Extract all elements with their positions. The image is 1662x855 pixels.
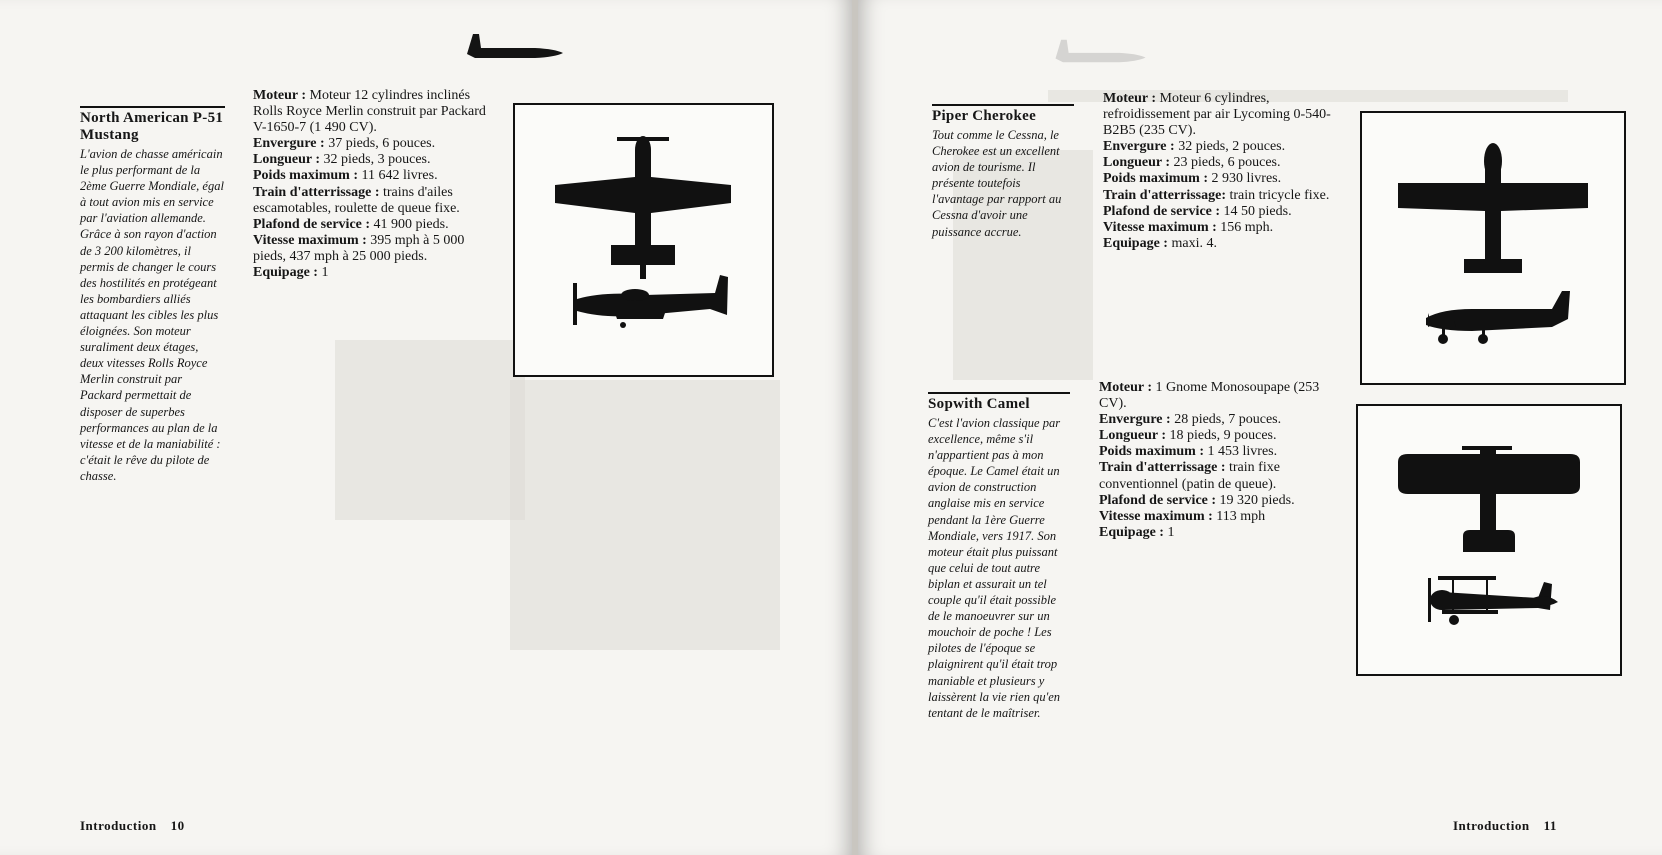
spec-engine: Moteur : Moteur 12 cylindres inclinés Rolls Royce Merlin construit par Packard V-1650-7 (1 490 CV). [253,88,486,136]
spec-engine: Moteur : 1 Gnome Monosoupape (253 CV). [1099,380,1320,412]
spec-crew: Equipage : 1 [1099,524,1175,540]
spec-engine: Moteur : Moteur 6 cylindres, refroidissement par air Lycoming 0-540-B2B5 (235 CV). [1103,91,1331,139]
aircraft-title: North American P-51 Mustang [80,110,224,143]
page-number: 11 [1543,818,1557,833]
spec-wingspan: Envergure : 28 pieds, 7 pouces. [1099,412,1282,428]
jet-silhouette-icon [465,30,565,62]
spec-max-speed: Vitesse maximum : 395 mph à 5 000 pieds, 437 mph à 25 000 pieds. [253,232,465,264]
show-through-left-figure [510,380,780,650]
spec-wingspan: Envergure : 37 pieds, 6 pouces. [253,136,436,152]
show-through-left [335,340,525,520]
page-footer [80,818,185,834]
spec-length: Longueur : 32 pieds, 3 pouces. [253,152,431,168]
spec-max-weight: Poids maximum : 1 453 livres. [1099,444,1278,460]
p51-side-view-icon [573,275,728,328]
cherokee-figure [1360,111,1626,385]
camel-side-view-icon [1428,576,1558,625]
camel-specs [1099,380,1344,541]
spec-landing-gear: Train d'atterrissage: train tricycle fixe. [1103,187,1330,203]
spec-max-weight: Poids maximum : 2 930 livres. [1103,171,1282,187]
spec-max-speed: Vitesse maximum : 113 mph [1099,508,1266,524]
cherokee-side-view-icon [1426,291,1570,344]
camel-silhouettes [1358,406,1620,674]
p51-top-view-icon [555,136,731,279]
p51-silhouettes [515,105,772,375]
cherokee-top-view-icon [1398,143,1588,273]
camel-top-view-icon [1398,446,1580,552]
spec-max-weight: Poids maximum : 11 642 livres. [253,168,438,184]
sidebox-rule [928,392,1070,394]
sidebox-rule [932,104,1074,106]
spec-crew: Equipage : maxi. 4. [1103,235,1217,251]
spec-length: Longueur : 18 pieds, 9 pouces. [1099,428,1277,444]
aircraft-description: C'est l'avion classique par excellence, même s'il n'appartient pas à mon époque. Le Camel était un avion de construction anglaise mis en service pendant la 1ère Guerre Mondiale, vers 1917. Son moteur était plus puissant que celui de tout autre biplan et assurait un tel couple qu'il était possible de le manoeuvrer sur un mouchoir de poche ! Les pilotes de l'époque se plaignirent qu'il était trop maniable et plusieurs y laissèrent la vie rien qu'en tentant de le maîtriser. [928,416,1061,720]
aircraft-description: L'avion de chasse américain le plus performant de la 2ème Guerre Mondiale, égal à tout avion mis en service par l'aviation allemande. Grâce à son rayon d'action de 3 200 kilomètres, il permis de changer le cours des hostilités en protégeant les bombardiers alliés attaquant les cibles les plus éloignées. Son moteur suraliment deux étages, deux vitesses Rolls Royce Merlin construit par Packard permettait de disposer de superbes performances au plan de la vitesse et de la maniabilité : c'était le rêve du pilote de chasse. [80,147,224,483]
spec-landing-gear: Train d'atterrissage : trains d'ailes escamotables, roulette de queue fixe. [253,184,460,216]
sidebox-rule [80,106,225,108]
mustang-sidebox [80,106,225,484]
footer-label: Introduction [1453,818,1530,833]
spec-landing-gear: Train d'atterrissage : train fixe conventionnel (patin de queue). [1099,460,1280,492]
camel-sidebox [928,392,1070,721]
ghost-jet-icon [1053,36,1148,66]
aircraft-description: Tout comme le Cessna, le Cherokee est un excellent avion de tourisme. Il présente toutefois l'avantage par rapport au Cessna d'avoir une puissance accrue. [932,128,1062,239]
mustang-figure [513,103,774,377]
spec-ceiling: Plafond de service : 41 900 pieds. [253,216,449,232]
aircraft-title: Sopwith Camel [928,396,1030,412]
footer-label: Introduction [80,818,157,833]
cherokee-silhouettes [1362,113,1624,383]
spec-crew: Equipage : 1 [253,265,329,281]
camel-figure [1356,404,1622,676]
spec-wingspan: Envergure : 32 pieds, 2 pouces. [1103,139,1286,155]
page-number: 10 [170,818,185,833]
spec-max-speed: Vitesse maximum : 156 mph. [1103,219,1274,235]
spec-ceiling: Plafond de service : 19 320 pieds. [1099,492,1295,508]
cherokee-sidebox [932,104,1074,240]
spec-ceiling: Plafond de service : 14 50 pieds. [1103,203,1292,219]
aircraft-title: Piper Cherokee [932,108,1037,124]
mustang-specs [253,88,495,281]
page-footer [1453,818,1557,834]
cherokee-specs [1103,91,1351,252]
right-page [858,0,1662,855]
spec-length: Longueur : 23 pieds, 6 pouces. [1103,155,1281,171]
